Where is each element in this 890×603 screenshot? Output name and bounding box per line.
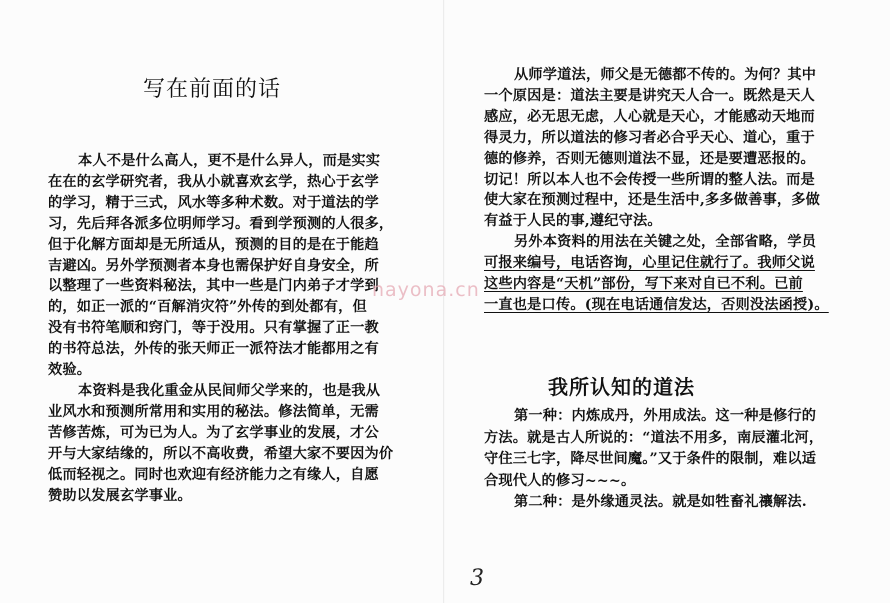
text-line: 习，先后拜各派多位明师学习。看到学预测的人很多， — [48, 215, 394, 232]
watermark-text: nayona.cn — [372, 279, 480, 301]
text-line: 守住三七字，降尽世间魔。”又于条件的限制，难以适 — [484, 451, 817, 467]
text-line: 使大家在预测过程中，还是生活中,多多做善事，多做 — [484, 192, 821, 209]
text-line: 开与大家结缘的，所以不高收费，希望大家不要因为价 — [48, 445, 394, 462]
text-line: 一直也是口传。(现在电话通信发达，否则没法函授)。 — [484, 296, 829, 313]
text-line: 本资料是我化重金从民间师父学来的，也是我从 — [78, 382, 381, 399]
text-line: 得灵力，所以道法的修习者必合乎天心、道心，重于 — [484, 129, 815, 146]
page-number: 3 — [470, 566, 484, 591]
text-line: 没有书符笔顺和窍门，等于没用。只有掌握了正一教 — [48, 320, 379, 337]
text-line: 一个原因是：道法主要是讲究天人合一。既然是天人 — [484, 87, 815, 104]
text-line: 第一种：内炼成丹，外用成法。这一种是修行的 — [514, 408, 817, 424]
text-line: 这些内容是“天机”部份，写下来对自已不利。已前 — [484, 276, 803, 293]
text-line: 在在的玄学研究者，我从小就喜欢玄学，热心于玄学 — [48, 173, 379, 190]
text-line: 合现代人的修习~~~。 — [484, 472, 636, 489]
text-line: 苦修苦炼，可为已为人。为了玄学事业的发展，才公 — [48, 424, 379, 441]
text-line: 可报来编号，电话咨询，心里记住就行了。我师父说 — [484, 255, 815, 272]
text-line: 低而轻视之。同时也欢迎有经济能力之有缘人，自愿 — [48, 466, 379, 483]
text-line: 的，如正一派的“百解消灾符”外传的到处都有，但 — [48, 299, 367, 316]
text-line: 方法。就是古人所说的：“道法不用多，南辰灌北河， — [484, 429, 824, 446]
text-line: 赞助以发展玄学事业。 — [48, 487, 192, 504]
left-page-title: 写在前面的话 — [143, 77, 282, 102]
text-line: 效验。 — [48, 362, 92, 379]
left-page-body — [48, 151, 420, 506]
text-line: 第二种：是外缘通灵法。就是如牲畜礼禳解法. — [514, 494, 807, 510]
text-line: 德的修养，否则无德则道法不显，还是要遭恶报的。 — [484, 150, 815, 167]
text-line: 从师学道法，师父是无德都不传的。为何？其中 — [514, 67, 817, 83]
text-line: 吉避凶。另外学预测者本身也需保护好自身安全，所 — [48, 257, 379, 274]
text-line: 的学习，精于三式，风水等多种术数。对于道法的学 — [48, 194, 379, 211]
section-body — [484, 406, 862, 514]
text-line: 的书符总法，外传的张天师正一派符法才能都用之有 — [48, 341, 379, 358]
text-line: 切记！所以本人也不会传授一些所谓的整人法。而是 — [484, 171, 815, 188]
text-line: 感应，必无思无虑，人心就是天心，才能感动天地而 — [484, 108, 815, 125]
text-line: 但于化解方面却是无所适从，预测的目的是在于能趋 — [48, 236, 379, 253]
text-line: 另外本资料的用法在关键之处，全部省略，学员 — [514, 234, 817, 251]
right-page-body — [484, 65, 862, 316]
text-line: 有益于人民的事,遵纪守法。 — [484, 213, 662, 230]
section-title: 我所认知的道法 — [548, 375, 695, 399]
text-line: 本人不是什么高人，更不是什么异人，而是实实 — [78, 153, 381, 169]
text-line: 以整理了一些资料秘法，其中一些是门内弟子才学到 — [48, 278, 379, 295]
text-line: 业风水和预测所常用和实用的秘法。修法简单，无需 — [48, 403, 379, 420]
